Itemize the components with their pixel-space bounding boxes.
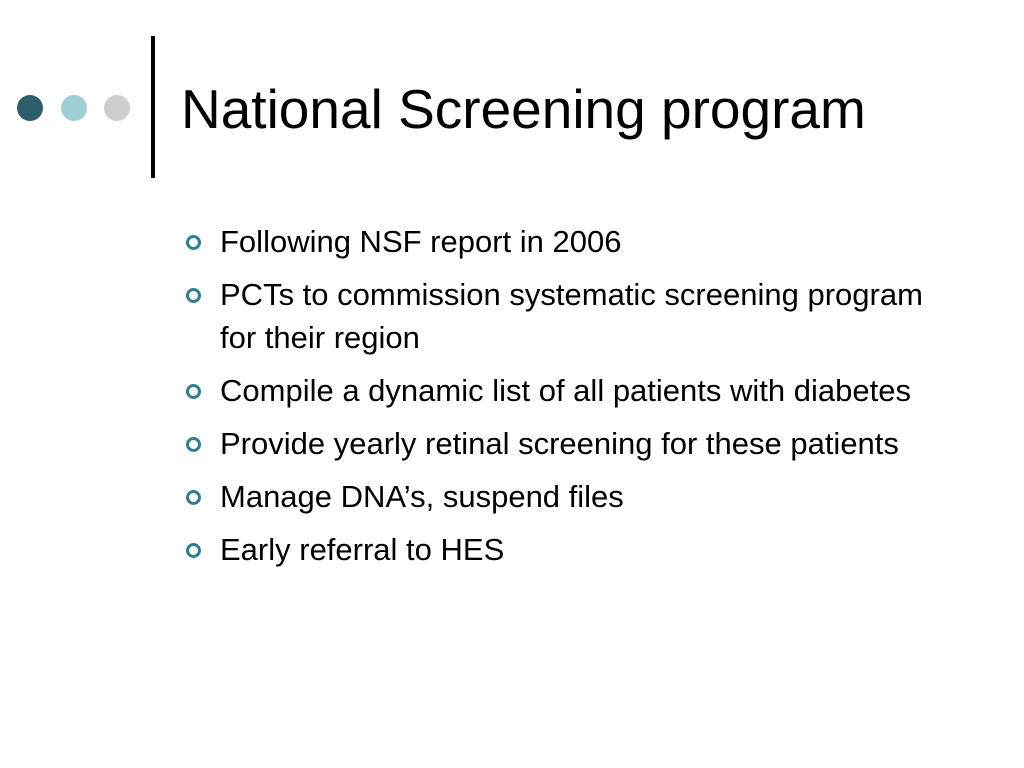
hollow-circle-icon [186, 543, 201, 558]
hollow-circle-icon [186, 288, 201, 303]
bullet-text: Manage DNA’s, suspend files [220, 479, 624, 514]
three-dots-icon [0, 0, 140, 200]
dark-teal-dot-icon [17, 95, 43, 121]
gray-dot-icon [104, 95, 130, 121]
hollow-circle-icon [186, 490, 201, 505]
bullet-text: Provide yearly retinal screening for these patients [220, 426, 899, 461]
bullet-text: Compile a dynamic list of all patients with diabetes [220, 373, 911, 408]
hollow-circle-icon [186, 384, 201, 399]
bullet-item [183, 220, 943, 263]
hollow-circle-icon [186, 437, 201, 452]
bullet-item [183, 369, 943, 412]
bullet-item [183, 475, 943, 518]
bullet-item [183, 528, 943, 571]
light-teal-dot-icon [61, 95, 87, 121]
hollow-circle-icon [186, 235, 201, 250]
bullet-text: Following NSF report in 2006 [220, 224, 622, 259]
bullet-item [183, 422, 943, 465]
bullet-text: PCTs to commission systematic screening program for their region [220, 277, 923, 355]
bullet-text: Early referral to HES [220, 532, 505, 567]
bullet-list [183, 220, 943, 581]
slide-title: National Screening program [181, 78, 866, 140]
title-divider [151, 36, 155, 178]
bullet-item [183, 273, 943, 359]
